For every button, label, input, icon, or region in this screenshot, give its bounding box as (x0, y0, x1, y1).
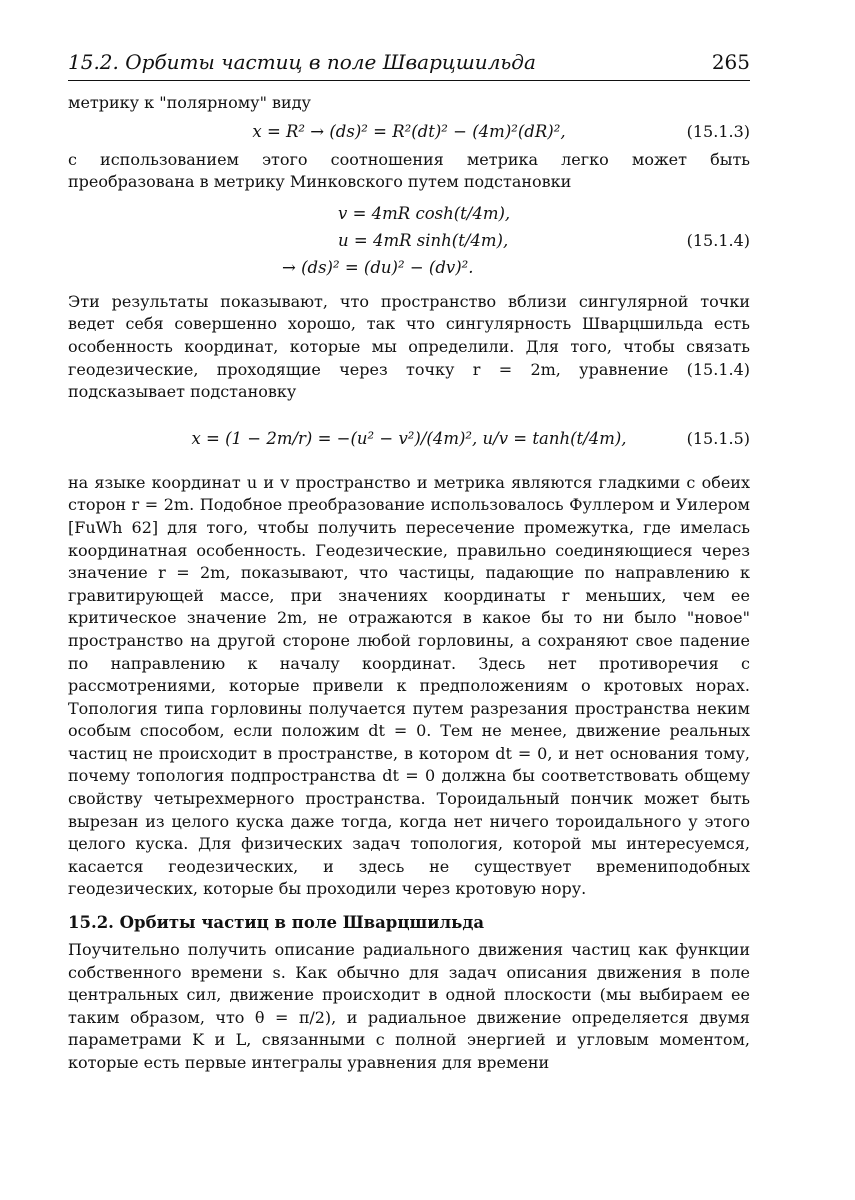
equation-line-1: v = 4mR cosh(t/4m), (338, 203, 511, 223)
paragraph-2: с использованием этого соотношения метрика легко может быть преобразована в метрику Минковского путем подстановки (68, 149, 750, 192)
page-header (68, 50, 750, 81)
paragraph-5: Поучительно получить описание радиального движения частиц как функции собственного времени s. Как обычно для задач описания движения в поле центральных сил, движение происходит в одной плоскости (мы выбираем ее таким образом, что θ = π/2), и радиальное движение определяется двумя параметрами K и L, связанными с полной энергией и угловым моментом, которые есть первые интегралы уравнения для времени (68, 940, 750, 1072)
equation-line-2: u = 4mR sinh(t/4m), (338, 230, 509, 250)
equation-number: (15.1.3) (686, 121, 750, 141)
paragraph-1: метрику к "полярному" виду (68, 93, 311, 112)
equation-formula: x = (1 − 2m/r) = −(u² − v²)/(4m)², u/v = tanh(t/4m), (191, 428, 627, 448)
equation-formula: x = R² → (ds)² = R²(dt)² − (4m)²(dR)², (252, 121, 566, 141)
equation-number: (15.1.4) (686, 230, 750, 250)
page-number: 265 (711, 50, 750, 74)
equation-15-1-4 (68, 200, 750, 281)
equation-number: (15.1.5) (686, 428, 750, 448)
equation-15-1-3 (68, 115, 750, 149)
equation-line-3: → (ds)² = (du)² − (dv)². (282, 257, 474, 277)
equation-15-1-5 (68, 410, 750, 468)
paragraph-4: на языке координат u и v пространство и метрика являются гладкими с обеих сторон r = 2m. Подобное преобразование использовалось Фуллером и Уилером [FuWh 62] для того, чтобы получить пересечение промежутка, где имелась координатная особенность. Геодезические, правильно соединяющиеся через значение r = 2m, показывают, что частицы, падающие по направлению к гравитирующей массе, при значениях координаты r меньших, чем ее критическое значение 2m, не отражаются в какое бы то ни было "новое" пространство на другой стороне любой горловины, а сохраняют свое падение по направлению к началу координат. Здесь нет противоречия с рассмотрениями, которые привели к предположениям о кротовых норах. Топология типа горловины получается путем разрезания пространства неким особым способом, если положим dt = 0. Тем не менее, движение реальных частиц не происходит в пространстве, в котором dt = 0, и нет основания тому, почему топология подпространства dt = 0 должна бы соответствовать общему свойству четырехмерного пространства. Тороидальный пончик может быть вырезан из целого куска даже тогда, когда нет ничего тороидального у этого целого куска. Для физических задач топология, которой мы интересуемся, касается геодезических, и здесь не существует времениподобных геодезических, которые бы проходили через кротовую нору. (68, 472, 750, 899)
section-heading: 15.2. Орбиты частиц в поле Шварцшильда (68, 913, 485, 933)
paragraph-3: Эти результаты показывают, что пространство вблизи сингулярной точки ведет себя совершенно хорошо, так что сингулярность Шварцшильда есть особенность координат, которые мы определили. Для того, чтобы связать геодезические, проходящие через точку r = 2m, уравнение (15.1.4) подсказывает подстановку (68, 291, 750, 402)
running-head: 15.2. Орбиты частиц в поле Шварцшильда (68, 50, 536, 74)
page-body (68, 92, 750, 1075)
